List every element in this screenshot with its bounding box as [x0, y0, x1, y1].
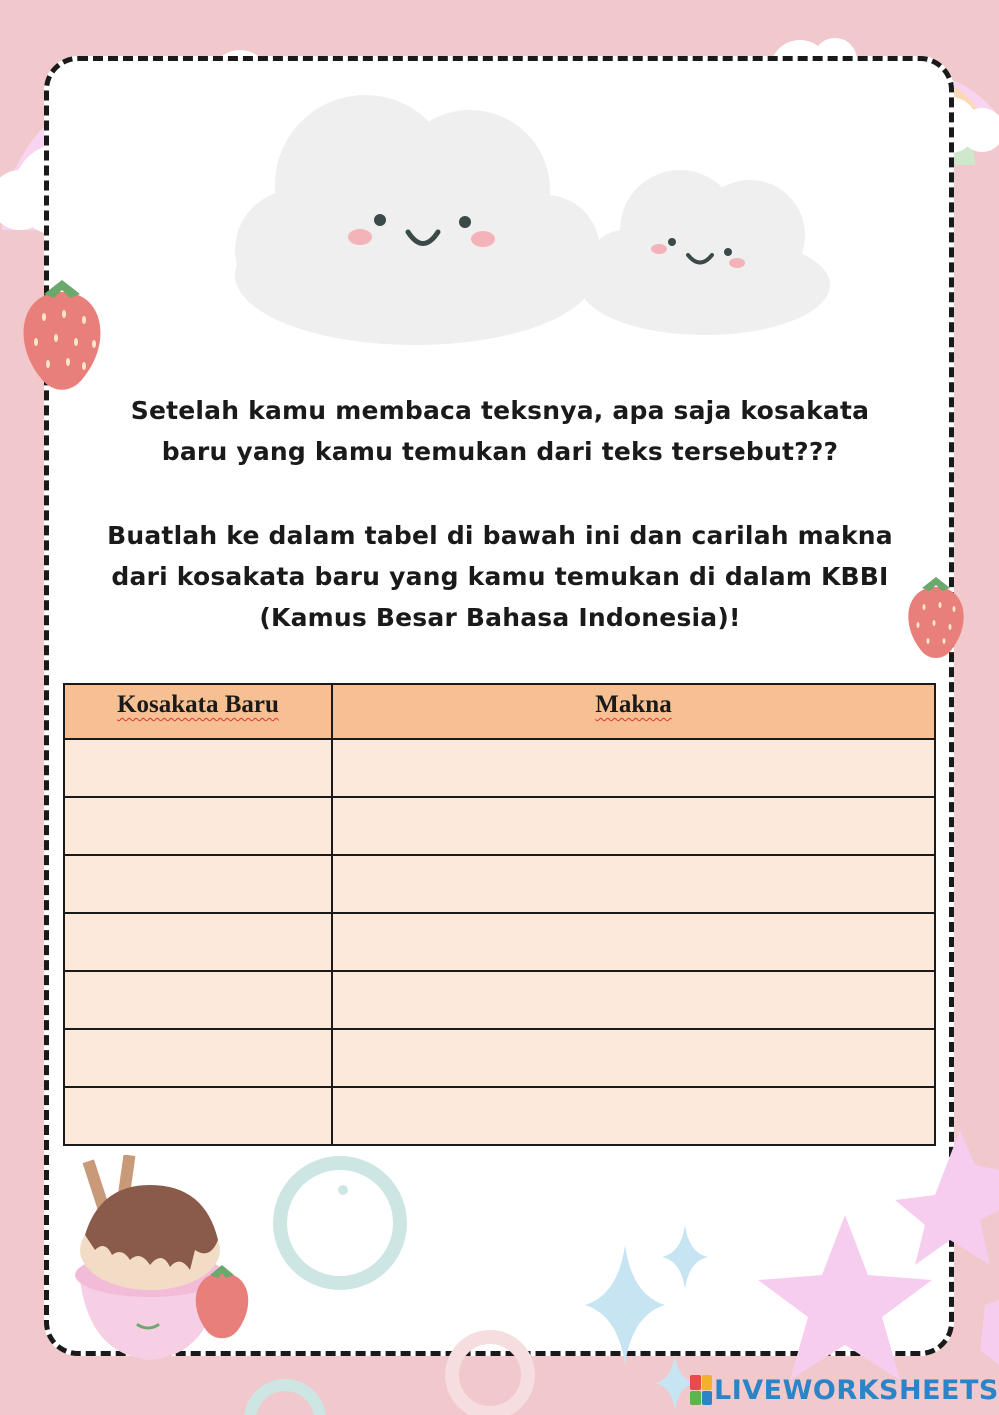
word-cell[interactable]	[64, 855, 332, 913]
ring-corner-icon	[240, 1370, 330, 1415]
header-makna: Makna	[332, 684, 935, 739]
table-header-row	[64, 684, 935, 739]
liveworksheets-mark-icon	[690, 1375, 712, 1405]
question-text: Setelah kamu membaca teksnya, apa saja kosakata baru yang kamu temukan dari teks tersebut???	[130, 396, 870, 466]
word-input[interactable]	[73, 1087, 327, 1145]
ice-cream-icon	[70, 1155, 260, 1365]
meaning-cell[interactable]	[332, 1029, 935, 1087]
meaning-input[interactable]	[341, 855, 930, 913]
meaning-cell[interactable]	[332, 855, 935, 913]
strawberry-right-icon	[900, 573, 972, 663]
meaning-input[interactable]	[341, 913, 930, 971]
meaning-input[interactable]	[341, 797, 930, 855]
word-input[interactable]	[73, 1029, 327, 1087]
meaning-cell[interactable]	[332, 971, 935, 1029]
task-text: Buatlah ke dalam tabel di bawah ini dan carilah makna dari kosakata baru yang kamu temukan di dalam KBBI (Kamus Besar Bahasa Indonesia)!	[107, 521, 893, 632]
word-cell[interactable]	[64, 913, 332, 971]
word-cell[interactable]	[64, 739, 332, 797]
meaning-input[interactable]	[341, 739, 930, 797]
table-row	[64, 913, 935, 971]
word-cell[interactable]	[64, 971, 332, 1029]
word-cell[interactable]	[64, 1087, 332, 1145]
strawberry-left-icon	[14, 272, 110, 398]
liveworksheets-brand: LIVEWORKSHEETS	[714, 1374, 999, 1406]
word-cell[interactable]	[64, 1029, 332, 1087]
table-row	[64, 971, 935, 1029]
cloud-large-icon	[225, 80, 605, 355]
word-input[interactable]	[73, 855, 327, 913]
word-input[interactable]	[73, 797, 327, 855]
table-row	[64, 1029, 935, 1087]
ring-icon	[265, 1148, 415, 1298]
meaning-input[interactable]	[341, 1029, 930, 1087]
star-icon	[750, 1125, 999, 1395]
ring-bottom-icon	[440, 1320, 540, 1415]
cloud-small-icon	[575, 160, 835, 340]
word-input[interactable]	[73, 913, 327, 971]
table-row	[64, 739, 935, 797]
header-kosakata-baru: Kosakata Baru	[64, 684, 332, 739]
table-row	[64, 797, 935, 855]
meaning-cell[interactable]	[332, 913, 935, 971]
table-body	[64, 739, 935, 1145]
table-row	[64, 855, 935, 913]
meaning-cell[interactable]	[332, 797, 935, 855]
meaning-input[interactable]	[341, 971, 930, 1029]
liveworksheets-logo	[690, 1372, 999, 1408]
meaning-cell[interactable]	[332, 739, 935, 797]
word-cell[interactable]	[64, 797, 332, 855]
word-input[interactable]	[73, 971, 327, 1029]
vocabulary-table	[63, 683, 936, 1146]
word-input[interactable]	[73, 739, 327, 797]
